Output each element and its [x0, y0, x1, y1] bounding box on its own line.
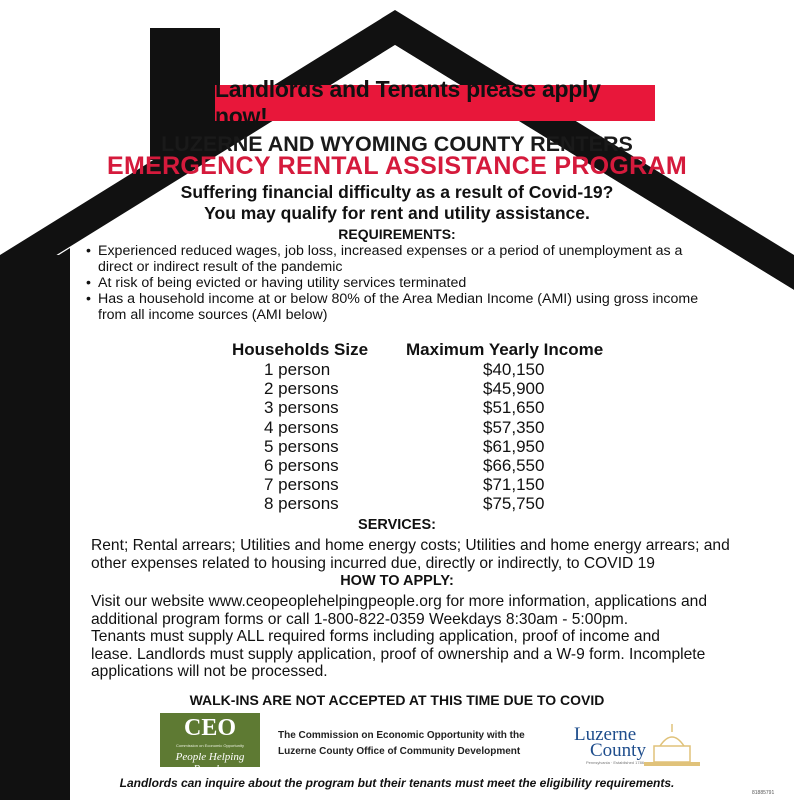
- households-size-column: [264, 360, 339, 514]
- services-heading: SERVICES:: [358, 517, 436, 533]
- courthouse-icon: [640, 722, 704, 770]
- ceo-logo: CEO Commission on Economic Opportunity People Helping People.: [160, 713, 260, 767]
- household-size-cell: 8 persons: [264, 494, 339, 514]
- commission-line2: Luzerne County Office of Community Development: [278, 746, 521, 757]
- program-title-line1: LUZERNE AND WYOMING COUNTY RENTERS: [161, 132, 633, 156]
- bullet-icon: •: [86, 275, 91, 291]
- household-size-cell: 2 persons: [264, 379, 339, 399]
- walkins-notice: WALK-INS ARE NOT ACCEPTED AT THIS TIME DUE TO COVID: [189, 692, 605, 708]
- how-to-apply-text: Visit our website www.ceopeoplehelpingpeople.org for more information, applications and additional program forms or call 1-800-822-0359 Weekdays 8:30am - 5:00pm. Tenants must supply ALL required forms including application, proof of income and lease. Landlords must supply application, proof of ownership and a W-9 form. Incomplete applications will not be processed.: [91, 593, 708, 681]
- income-cell: $57,350: [483, 417, 545, 437]
- requirement-item: • Has a household income at or below 80% of the Area Median Income (AMI) using gross income from all income sources (AMI below): [86, 291, 699, 323]
- income-cell: $45,900: [483, 379, 545, 399]
- household-size-cell: 6 persons: [264, 456, 339, 476]
- requirements-list: [86, 243, 776, 323]
- income-cell: $71,150: [483, 475, 545, 495]
- income-cell: $75,750: [483, 494, 545, 514]
- luzerne-county-logo: Luzerne County Pennsylvania · Established 1786: [570, 712, 710, 772]
- max-income-header: Maximum Yearly Income: [406, 340, 604, 359]
- program-title-line2: EMERGENCY RENTAL ASSISTANCE PROGRAM: [107, 152, 687, 180]
- income-cell: $40,150: [483, 360, 545, 379]
- commission-line1: The Commission on Economic Opportunity with the: [278, 730, 525, 741]
- household-size-cell: 4 persons: [264, 417, 339, 437]
- apply-now-banner: Landlords and Tenants please apply now!: [215, 85, 655, 121]
- requirement-item: • Experienced reduced wages, job loss, increased expenses or a period of unemployment as a direct or indirect result of the pandemic: [86, 243, 683, 275]
- max-income-column: [483, 360, 544, 514]
- subtitle-line1: Suffering financial difficulty as a result of Covid-19?: [180, 182, 614, 202]
- services-text: Rent; Rental arrears; Utilities and home energy costs; Utilities and home energy arrears; and other expenses related to housing incurred due, directly or indirectly, to COVID 19: [91, 537, 730, 572]
- subtitle-line2: You may qualify for rent and utility assistance.: [204, 203, 590, 223]
- ad-code: 81885791: [752, 790, 775, 796]
- requirement-item: • At risk of being evicted or having utility services terminated: [86, 275, 467, 291]
- income-cell: $66,550: [483, 456, 545, 476]
- households-size-header: Households Size: [232, 340, 369, 359]
- bullet-icon: •: [86, 291, 91, 307]
- how-to-apply-heading: HOW TO APPLY:: [340, 573, 454, 589]
- household-size-cell: 1 person: [264, 360, 331, 379]
- requirements-heading: REQUIREMENTS:: [338, 226, 456, 242]
- household-size-cell: 7 persons: [264, 475, 339, 495]
- income-cell: $61,950: [483, 436, 545, 456]
- income-cell: $51,650: [483, 398, 545, 418]
- footer-note: Landlords can inquire about the program but their tenants must meet the eligibility requirements.: [119, 776, 675, 790]
- household-size-cell: 5 persons: [264, 436, 339, 456]
- household-size-cell: 3 persons: [264, 398, 339, 418]
- bullet-icon: •: [86, 243, 91, 259]
